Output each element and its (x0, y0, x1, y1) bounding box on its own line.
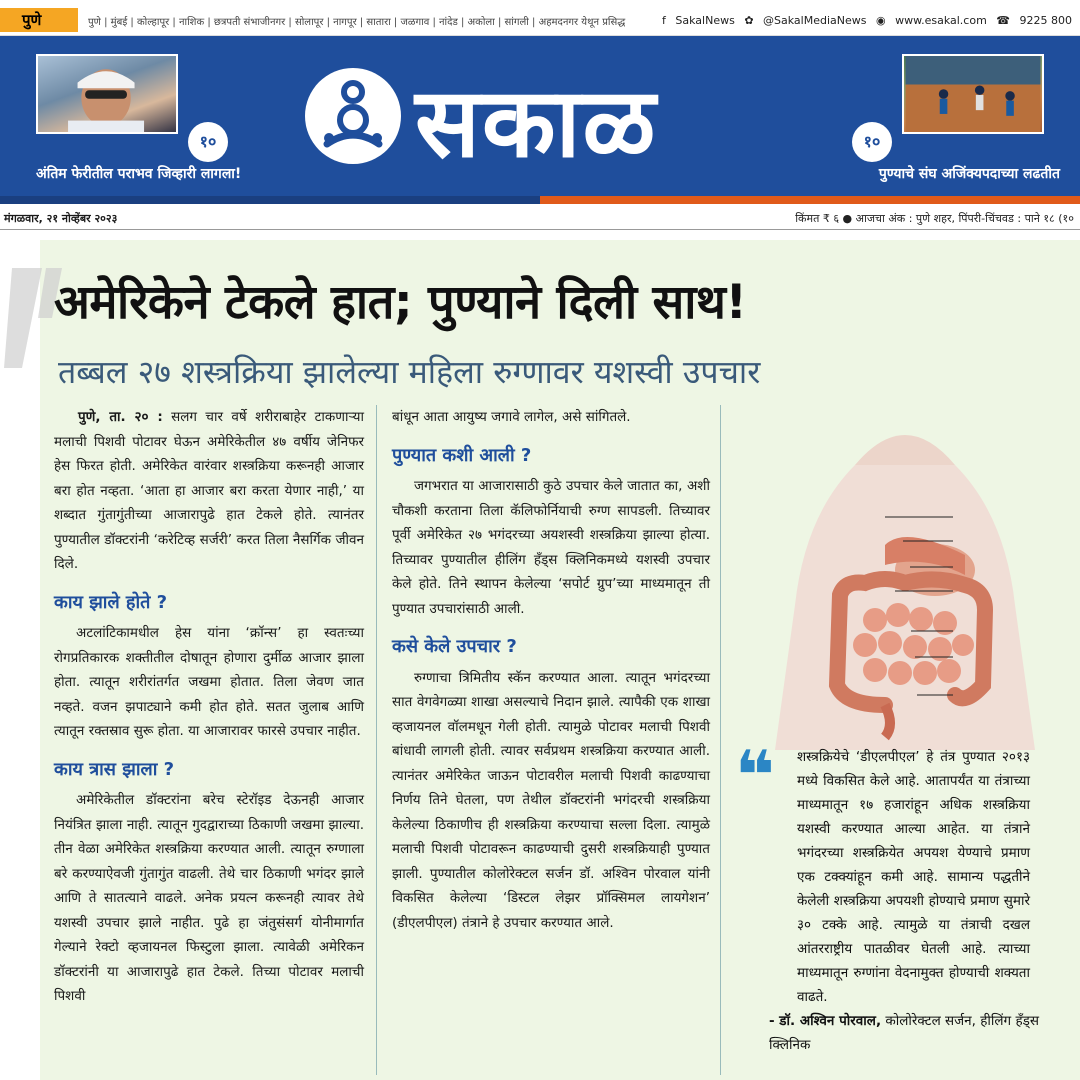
masthead-underline-blue (0, 196, 540, 204)
article-column-2 (392, 405, 710, 937)
anatomy-illustration-icon (735, 405, 1075, 750)
article-subhead: तब्बल २७ शस्त्रक्रिया झालेल्या महिला रुग्णावर यशस्वी उपचार (58, 353, 761, 391)
logo-emblem-icon (305, 68, 401, 164)
page-badge-left[interactable]: १० (188, 122, 228, 162)
quote-text (735, 737, 1030, 1009)
author-name: - डॉ. अश्विन पोरवाल, (769, 1013, 882, 1029)
article-headline: अमेरिकेने टेकले हात; पुण्याने दिली साथ! (54, 275, 747, 330)
paragraph: बांधून आता आयुष्य जगावे लागेल, असे सांगितले. (392, 409, 631, 425)
doctor-quote (735, 737, 1055, 1065)
globe-icon: ◉ (876, 14, 886, 27)
issue-info: किंमत ₹ ६ ● आजचा अंक : पुणे शहर, पिंपरी-चिंचवड : पाने १८ (१० (795, 212, 1074, 225)
phone-icon: ☎ (996, 14, 1010, 27)
paragraph: अमेरिकेतील डॉक्टरांना बरेच स्टेरॉइड देऊनही आजार नियंत्रित झाला नाही. त्यातून गुदद्वाराच्या ठिकाणी जखमा झाल्या. तीन वेळा अमेरिकेत शस्त्रक्रिया करण्यात आली. त्यातून रुग्णाला बरे करण्याऐवजी गुंतागुंत वाढली. तेथे चार ठिकाणी भगंदर झाले आणि ते सातत्याने वाढले. अनेक प्रयत्न करूनही त्यावर तेथे यशस्वी उपचार झाले नाहीत. पुढे हा जंतुसंसर्ग योनीमार्गात गेल्याने रेक्टो व्हजायनल फिस्टुला झाला. त्यावेळी अमेरिकन डॉक्टरांनी या आजारापुढे हात टेकले. तिच्या पोटावर मलाची पिशवी (54, 792, 364, 1004)
article-column-1 (54, 405, 364, 1011)
quote-mark-icon: ❝ (735, 737, 775, 816)
edition-list: पुणे | मुंबई | कोल्हापूर | नाशिक | छत्रपती संभाजीनगर | सोलापूर | नागपूर | सातारा | जळगाव | नांदेड | अकोला | सांगली | अहमदनगर येथून प्रसिद्ध (88, 17, 626, 28)
quote-author (769, 1009, 1049, 1057)
match-photo-illustration (904, 56, 1042, 132)
twitter-handle[interactable]: @SakalMediaNews (763, 14, 867, 27)
facebook-icon: f (662, 14, 666, 27)
column-divider (720, 405, 721, 1075)
paragraph: अटलांटिकामधील हेस यांना ‘क्रॉन्स’ हा स्वतःच्या रोगप्रतिकारक शक्तीतील दोषातून होणारा दुर्मीळ आजार झाला होता. त्यातून शरीरांतर्गत जखमा होतात. तिला जेवण जात नव्हते. वजन झपाट्याने कमी होत होते. सतत जुलाब आणि त्यातून रक्तस्राव सुरू होता. या आजारावर फारसे उपचार नाहीत. (54, 625, 364, 739)
dateline-lead: पुणे, ता. २० : (78, 409, 163, 425)
intestine-anatomy-illustration (735, 405, 1075, 750)
section-heading: काय झाले होते ? (54, 591, 168, 613)
column-divider (376, 405, 377, 1075)
page-badge-right[interactable]: १० (852, 122, 892, 162)
paragraph: जगभरात या आजारासाठी कुठे उपचार केले जातात का, अशी चौकशी करताना तिला कॅलिफोर्नियाची रुग्ण सापडली. तिच्यावर पूर्वी अमेरिकेत २७ भगंदरच्या अयशस्वी शस्त्रक्रिया झाल्या होत्या. तिच्यावर पुण्यातील हीलिंग हँड्स क्लिनिकमध्ये यशस्वी उपचार केले होते. तिने स्थापन केलेल्या ‘सपोर्ट ग्रुप’च्या माध्यमातून ती पुण्यात उपचारांसाठी आली. (392, 478, 710, 617)
paragraph: रुग्णाचा त्रिमितीय स्कॅन करण्यात आला. त्यातून भगंदरच्या सात वेगवेगळ्या शाखा असल्याचे निदान झाले. त्यापैकी एक शाखा व्हजायनल वॉलमधून गेली होती. त्यामुळे पोटावर मलाची पिशवी बांधावी लागली होती. त्यावर सर्वप्रथम शस्त्रक्रिया करण्यात आली. त्यानंतर अमेरिकेत जाऊन पोटावरील मलाची पिशवी काढण्याचा निर्णय तिने घेतला, पण तेथील डॉक्टरांनी भगंदरची शस्त्रक्रिया केलेल्या ठिकाणीच ही शस्त्रक्रिया करण्याचा सल्ला दिला. त्यामुळे मलाची पिशवी पोटावरून काढण्याची दुसरी शस्त्रक्रियाही पुण्यात झाली. पुण्यातील कोलोरेक्टल सर्जन डॉ. अश्विन पोरवाल यांनी विकसित केलेल्या ‘डिस्टल लेझर प्रॉक्सिमल लायगेशन’ (डीएलपीएल) तंत्राने हे उपचार करण्यात आले. (392, 669, 710, 931)
intro-text: सलग चार वर्षे शरीराबाहेर टाकणाऱ्या मलाची पिशवी पोटावर घेऊन अमेरिकेतील ४७ वर्षीय जेनिफर हेस फिरत होती. अमेरिकेत वारंवार शस्त्रक्रिया करूनही आजार बरा होत नव्हता. ‘आता हा आजार बरा करता येणार नाही,’ या शब्दात गुंतागुंतीच्या आजारापुढे हात टेकले होते. त्यानंतर पुण्यातील डॉक्टरांनी ‘करेटिव्ह सर्जरी’ करत तिला नैसर्गिक जीवन दिले. (54, 409, 365, 572)
twitter-icon: ✿ (744, 14, 754, 27)
social-links (656, 14, 1072, 27)
teaser-right[interactable]: पुण्याचे संघ अजिंक्यपदाच्या लढतीत (878, 166, 1060, 182)
masthead (0, 36, 1080, 196)
masthead-underline-orange (540, 196, 1080, 204)
dateline (0, 206, 1080, 230)
kabaddi-match-photo[interactable] (902, 54, 1044, 134)
player-photo-illustration (38, 56, 176, 132)
cricket-player-photo[interactable] (36, 54, 178, 134)
phone-number: 9225 800 (1019, 14, 1072, 27)
quote-body: शस्त्रक्रियेचे ‘डीएलपीएल’ हे तंत्र पुण्यात २०१३ मध्ये विकसित केले आहे. आतापर्यंत या तंत्राच्या माध्यमातून १७ हजारांहून अधिक शस्त्रक्रिया यशस्वी करण्यात आल्या आहेत. या तंत्राने भगंदरच्या शस्त्रक्रियेत अपयश येण्याचे प्रमाण एक टक्क्यांहून कमी आहे. सामान्य पद्धतीने केलेली शस्त्रक्रिया अपयशी होण्याचे प्रमाण सुमारे ३० टक्के आहे. त्यामुळे या तंत्राची दखल आंतरराष्ट्रीय पातळीवर घेतली आहे. त्याच्या माध्यमातून रुग्णांना वेदनामुक्त होण्याची शक्यता वाढते. (797, 749, 1030, 1005)
intro-paragraph (54, 405, 364, 577)
sakal-logo (305, 56, 785, 179)
logo-wordmark: सकाळ (415, 67, 658, 179)
city-tab[interactable]: पुणे (0, 8, 78, 32)
issue-date: मंगळवार, २१ नोव्हेंबर २०२३ (4, 212, 118, 225)
teaser-left[interactable]: अंतिम फेरीतील पराभव जिव्हारी लागला! (36, 166, 242, 182)
decorative-quote-icon (2, 258, 62, 378)
website-link[interactable]: www.esakal.com (895, 14, 987, 27)
section-heading: पुण्यात कशी आली ? (392, 444, 532, 466)
section-heading: कसे केले उपचार ? (392, 636, 517, 657)
author-role: कोलोरेक्टल सर्जन, हीलिंग हँड्स क्लिनिक (769, 1013, 1039, 1053)
top-strip (0, 0, 1080, 36)
section-heading: काय त्रास झाला ? (54, 758, 175, 780)
facebook-handle[interactable]: SakalNews (675, 14, 735, 27)
logo-emblem (305, 68, 401, 164)
